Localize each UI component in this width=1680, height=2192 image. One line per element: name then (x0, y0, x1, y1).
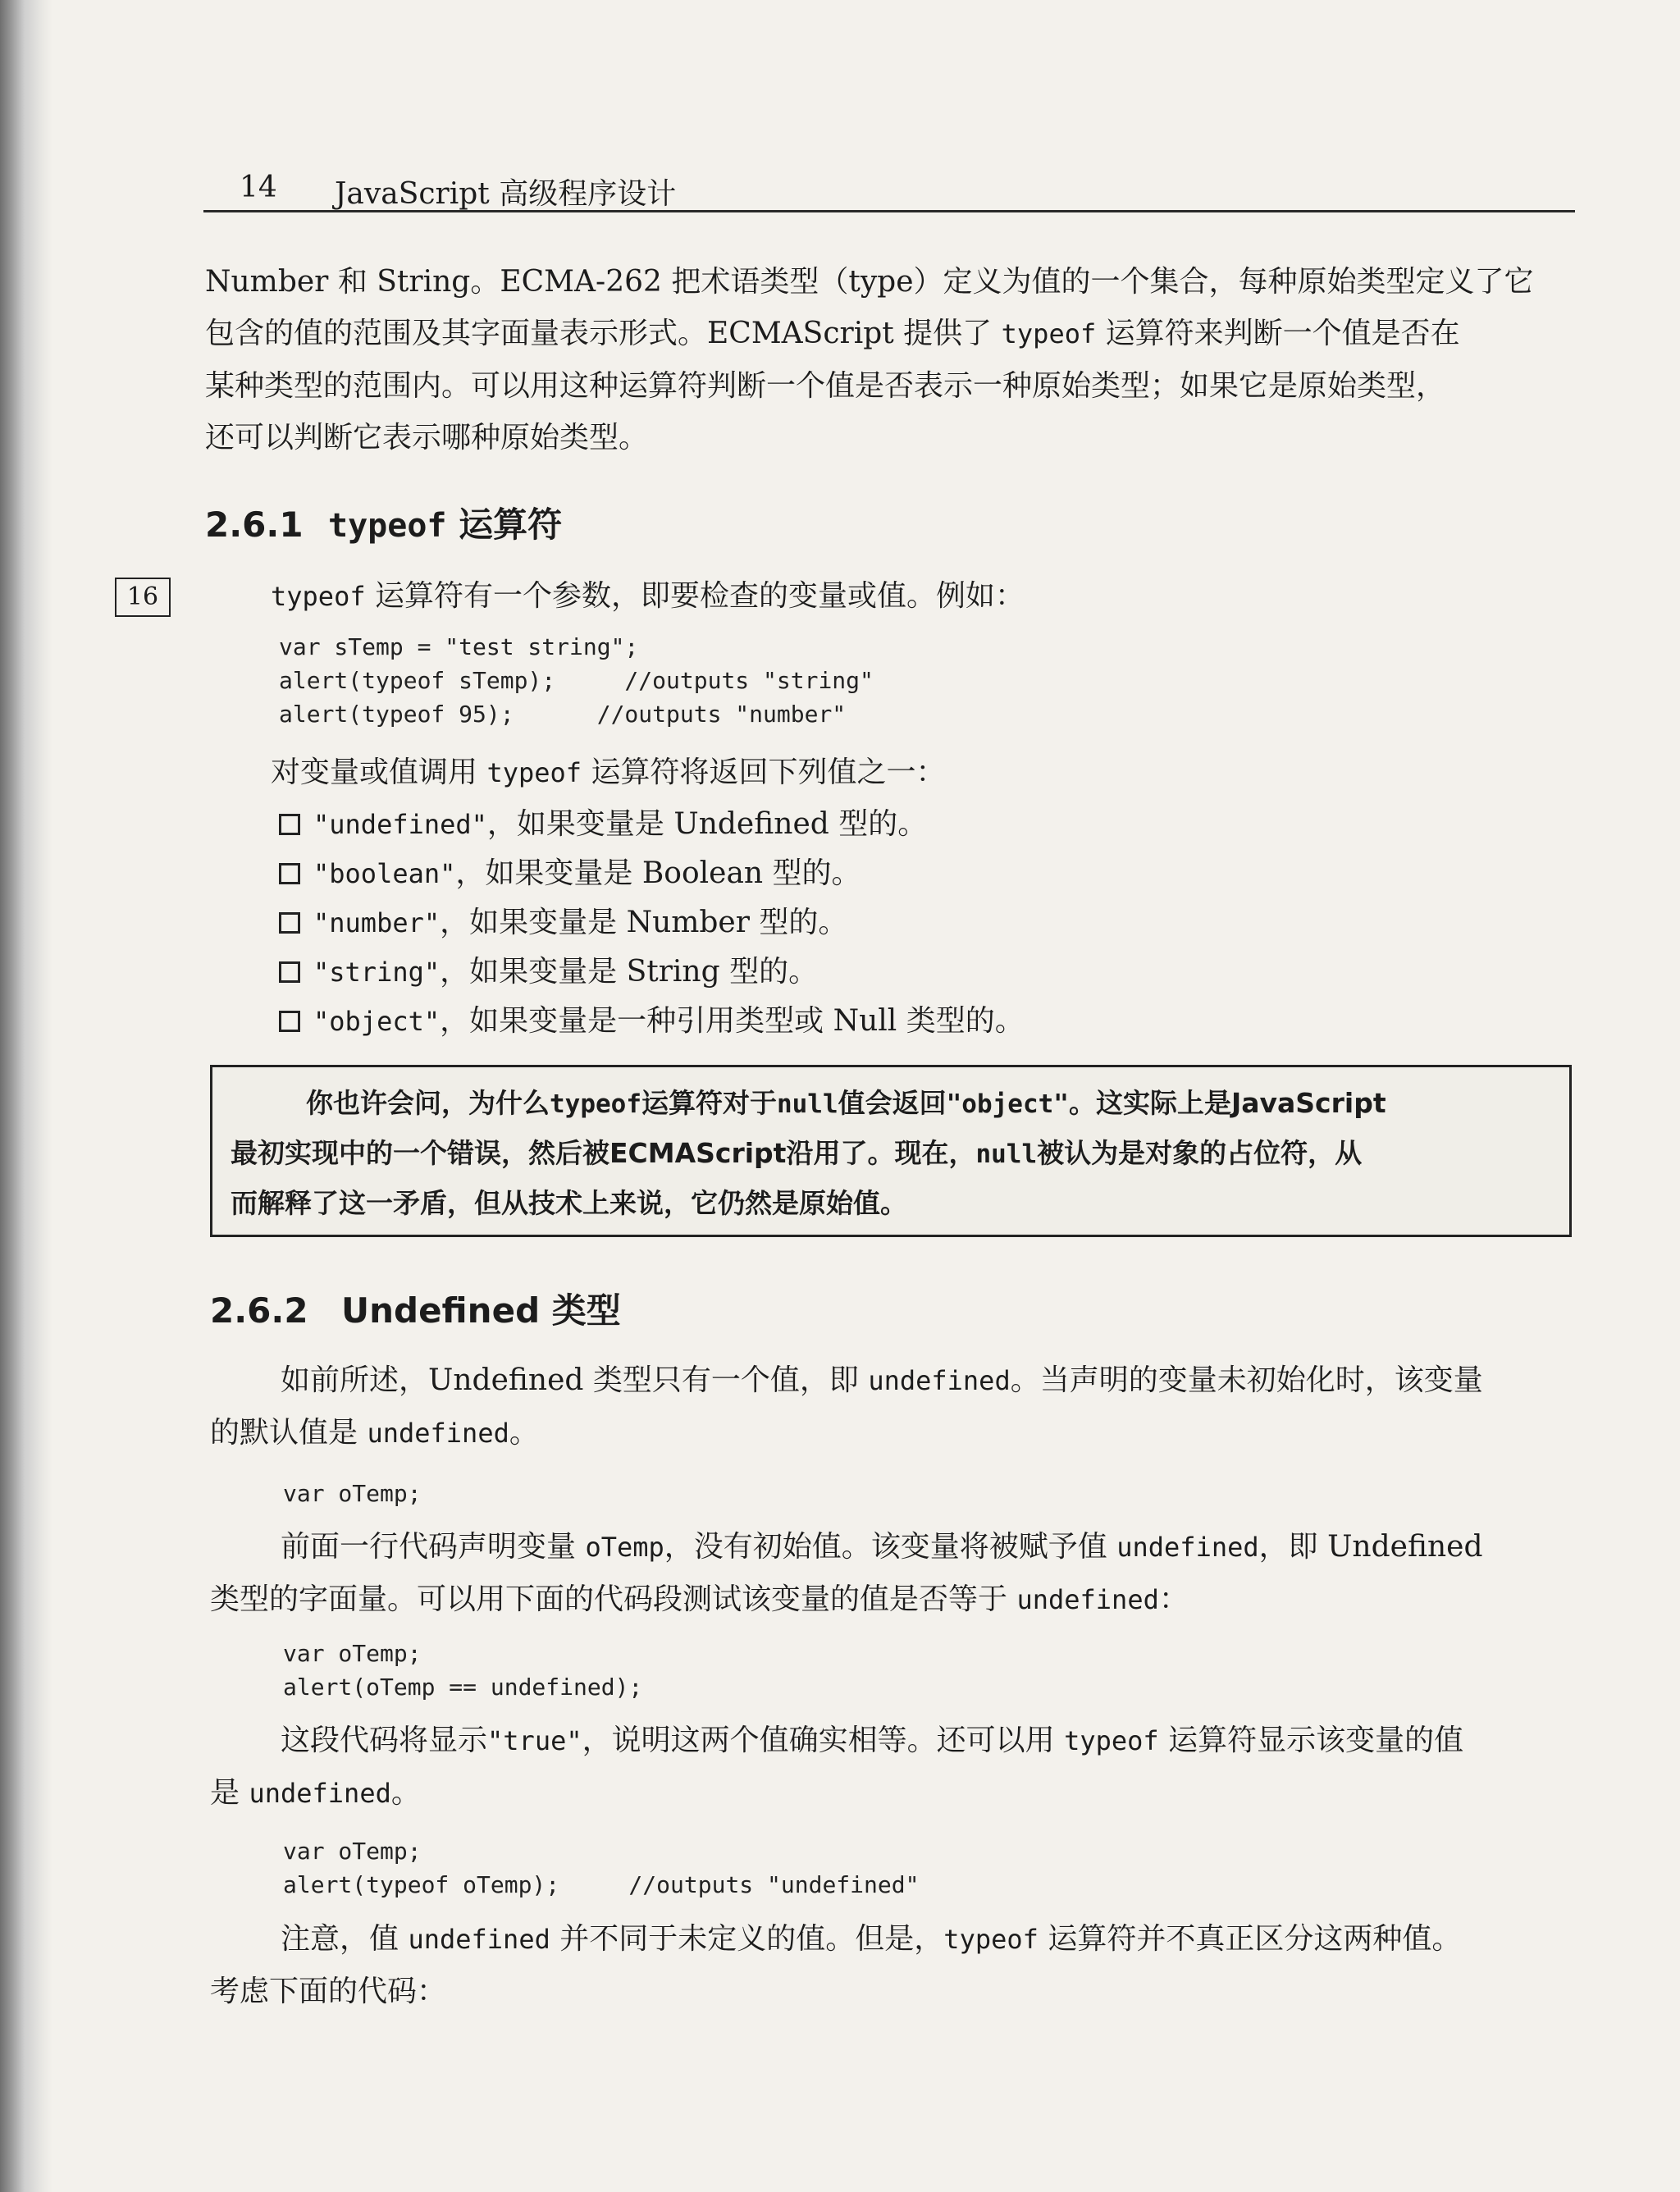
typeof-return-values-list (279, 800, 1025, 1046)
code-block-typeof-otemp: var oTemp; alert(typeof oTemp); //outputs "undefined" (283, 1838, 920, 1898)
list-item: "object"，如果变量是一种引用类型或 Null 类型的。 (279, 997, 1025, 1046)
intro-line-1: Number 和 String。ECMA-262 把术语类型（type）定义为值的一个集合，每种原始类型定义了它 (205, 265, 1534, 299)
intro-line-4: 还可以判断它表示哪种原始类型。 (205, 421, 649, 454)
list-item: "number"，如果变量是 Number 型的。 (279, 898, 1025, 948)
list-item: "undefined"，如果变量是 Undefined 型的。 (279, 800, 1025, 849)
intro-line-2: 包含的值的范围及其字面量表示形式。ECMAScript 提供了 typeof 运算符来判断一个值是否在 (205, 317, 1460, 350)
note-text: 你也许会问，为什么typeof运算符对于null值会返回"object"。这实际上是JavaScript 最初实现中的一个错误，然后被ECMAScript沿用了。现在，null被认为是对象的占位符，从 而解释了这一矛盾，但从技术上来说，它仍然是原始值。 (231, 1087, 1386, 1219)
note-box (210, 1065, 1572, 1237)
checkbox-bullet-icon (279, 814, 300, 835)
margin-page-reference: 16 (115, 578, 171, 617)
section-heading-2-6-1: 2.6.1 typeof 运算符 (205, 505, 563, 545)
typeof-return-values-intro: 对变量或值调用 typeof 运算符将返回下列值之一： (271, 756, 946, 789)
code-block-var-otemp: var oTemp; (283, 1480, 422, 1507)
intro-line-3: 某种类型的范围内。可以用这种运算符判断一个值是否表示一种原始类型；如果它是原始类型， (205, 369, 1446, 403)
book-title: JavaScript 高级程序设计 (335, 177, 677, 211)
undefined-intro-paragraph: 如前所述，Undefined 类型只有一个值，即 undefined。当声明的变量未初始化时，该变量 的默认值是 undefined。 (210, 1363, 1483, 1450)
page-number: 14 (240, 171, 277, 204)
list-item: "string"，如果变量是 String 型的。 (279, 948, 1025, 997)
code-block-typeof-example: var sTemp = "test string"; alert(typeof sTemp); //outputs "string" alert(typeof 95); //outputs "number" (279, 633, 874, 728)
typeof-intro-paragraph: typeof 运算符有一个参数，即要检查的变量或值。例如： (271, 579, 1025, 613)
undefined-literal-paragraph: 前面一行代码声明变量 oTemp，没有初始值。该变量将被赋予值 undefined，即 Undefined 类型的字面量。可以用下面的代码段测试该变量的值是否等于 undefined： (210, 1530, 1483, 1616)
code-block-compare-undefined: var oTemp; alert(oTemp == undefined); (283, 1640, 643, 1701)
checkbox-bullet-icon (279, 863, 300, 884)
list-item: "boolean"，如果变量是 Boolean 型的。 (279, 849, 1025, 898)
checkbox-bullet-icon (279, 961, 300, 983)
section-heading-2-6-2: 2.6.2 Undefined 类型 (210, 1290, 621, 1331)
checkbox-bullet-icon (279, 1011, 300, 1032)
true-result-paragraph: 这段代码将显示"true"，说明这两个值确实相等。还可以用 typeof 运算符显示该变量的值 是 undefined。 (210, 1724, 1464, 1810)
checkbox-bullet-icon (279, 912, 300, 934)
page-header (203, 164, 1575, 212)
intro-paragraph (205, 256, 1577, 464)
note-undefined-paragraph: 注意，值 undefined 并不同于未定义的值。但是，typeof 运算符并不真正区分这两种值。 考虑下面的代码： (210, 1922, 1462, 2008)
